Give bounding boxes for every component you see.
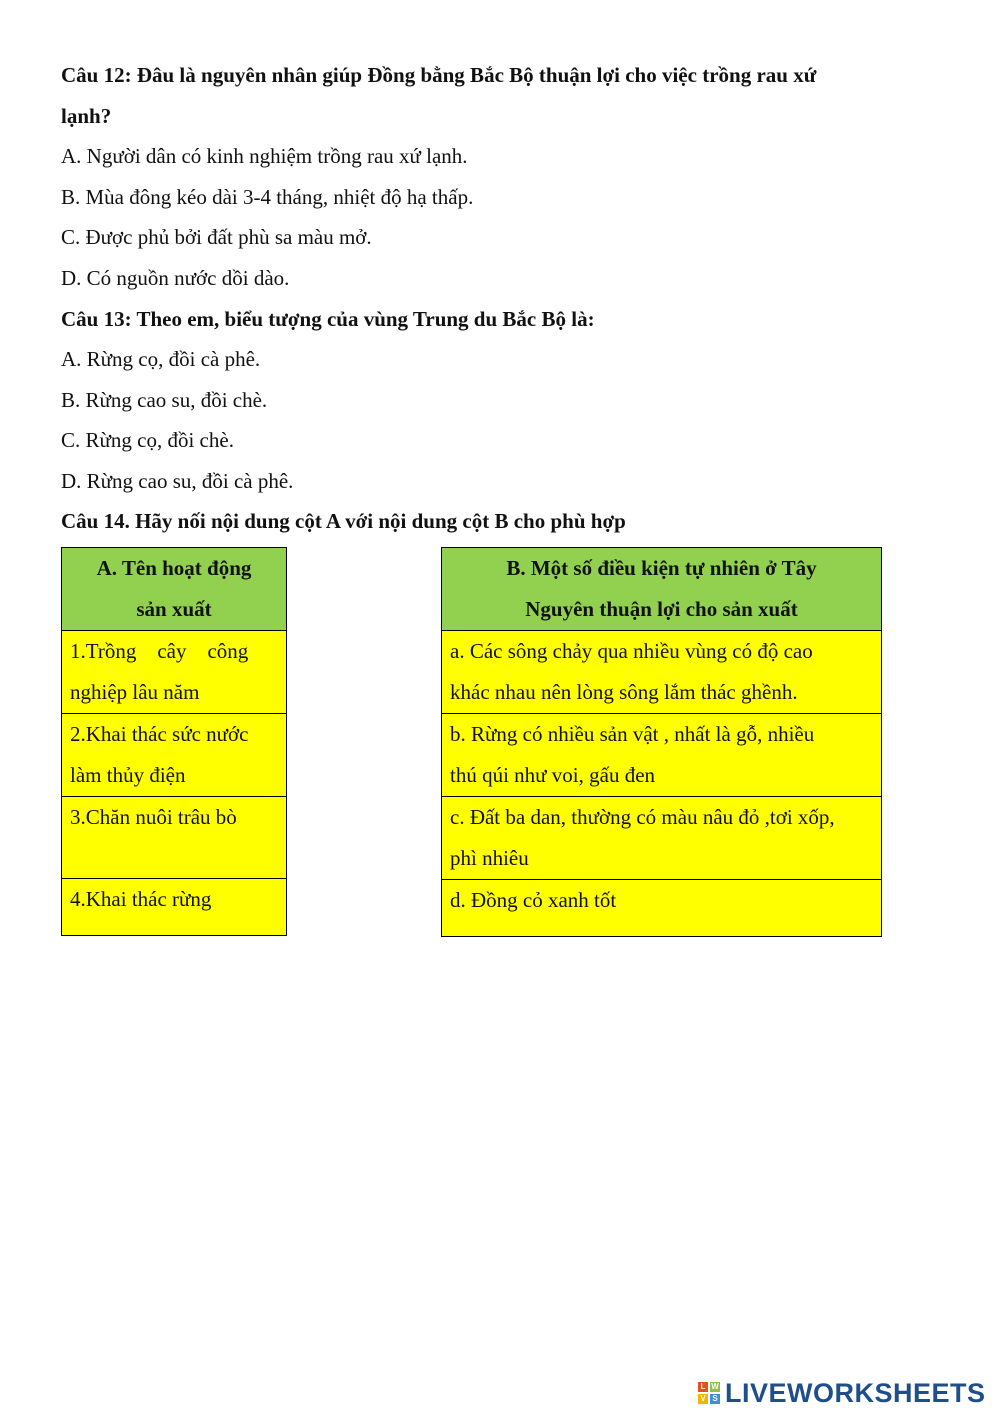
question-13-option-d: D. Rừng cao su, đồi cà phê.: [61, 469, 294, 493]
column-b-header-line2: Nguyên thuận lợi cho sản xuất: [525, 597, 798, 621]
column-b-item-b-line1: b. Rừng có nhiều sản vật , nhất là gỗ, nhiều: [450, 722, 815, 746]
column-b-item-c-line1: c. Đất ba dan, thường có màu nâu đỏ ,tơi xốp,: [450, 805, 835, 829]
question-13-option-c: C. Rừng cọ, đồi chè.: [61, 428, 234, 452]
column-a-table: [61, 547, 287, 936]
question-14-title: Câu 14. Hãy nối nội dung cột A với nội dung cột B cho phù hợp: [61, 509, 626, 533]
column-b-item-a-line2: khác nhau nên lòng sông lắm thác ghềnh.: [450, 680, 798, 704]
column-b-item-c-line2: phì nhiêu: [450, 846, 529, 870]
column-a-item-2-line2: làm thủy điện: [70, 763, 186, 787]
column-a-item-1-line2: nghiệp lâu năm: [70, 680, 200, 704]
question-13-option-b: B. Rừng cao su, đồi chè.: [61, 388, 268, 412]
column-a-item-2[interactable]: [62, 714, 287, 797]
column-b-item-a-line1: a. Các sông chảy qua nhiều vùng có độ cao: [450, 639, 813, 663]
question-13-title: Câu 13: Theo em, biểu tượng của vùng Trung du Bắc Bộ là:: [61, 307, 595, 331]
question-12-option-d: D. Có nguồn nước dồi dào.: [61, 266, 290, 290]
column-a-item-3[interactable]: [62, 797, 287, 879]
column-a-header: [62, 548, 287, 631]
question-12-option-c: C. Được phủ bởi đất phù sa màu mở.: [61, 225, 372, 249]
liveworksheets-logo-icon: [698, 1382, 720, 1404]
liveworksheets-brand-text: LIVEWORKSHEETS: [725, 1377, 986, 1408]
column-a-header-line2: sản xuất: [136, 597, 212, 621]
question-13-option-a: A. Rừng cọ, đồi cà phê.: [61, 347, 261, 371]
column-a-item-4-line1: 4.Khai thác rừng: [70, 887, 212, 911]
column-b-item-a[interactable]: [442, 631, 882, 714]
column-a-item-1-text: 1.Trồng cây công: [70, 639, 249, 663]
column-a-item-1[interactable]: [62, 631, 287, 714]
column-b-item-d[interactable]: [442, 880, 882, 937]
column-b-table: [441, 547, 882, 937]
column-a-item-2-line1: 2.Khai thác sức nước: [70, 722, 249, 746]
column-b-header-line1: B. Một số điều kiện tự nhiên ở Tây: [506, 556, 817, 580]
column-a-item-4[interactable]: [62, 879, 287, 936]
column-a-item-1-line1: [70, 631, 278, 672]
question-12-option-b: B. Mùa đông kéo dài 3-4 tháng, nhiệt độ hạ thấp.: [61, 185, 474, 209]
column-b-item-b[interactable]: [442, 714, 882, 797]
column-a-header-line1: A. Tên hoạt động: [96, 556, 252, 580]
liveworksheets-logo[interactable]: [698, 1378, 986, 1408]
column-b-item-b-line2: thú qúi như voi, gấu đen: [450, 763, 656, 787]
logo-letter-v: V: [698, 1394, 708, 1404]
column-b-item-d-line1: d. Đồng cỏ xanh tốt: [450, 888, 617, 912]
logo-letter-w: W: [711, 1382, 719, 1391]
question-12-option-a: A. Người dân có kinh nghiệm trồng rau xứ lạnh.: [61, 144, 468, 168]
question-12-title-line2: lạnh?: [61, 104, 112, 128]
column-b-header: [442, 548, 882, 631]
logo-letter-s: S: [710, 1394, 720, 1404]
column-a-item-3-line1: 3.Chăn nuôi trâu bò: [70, 805, 237, 829]
logo-letter-l: L: [698, 1382, 708, 1392]
question-12-title-line1: Câu 12: Đâu là nguyên nhân giúp Đồng bằng Bắc Bộ thuận lợi cho việc trồng rau xứ: [61, 63, 817, 87]
column-b-item-c[interactable]: [442, 797, 882, 880]
